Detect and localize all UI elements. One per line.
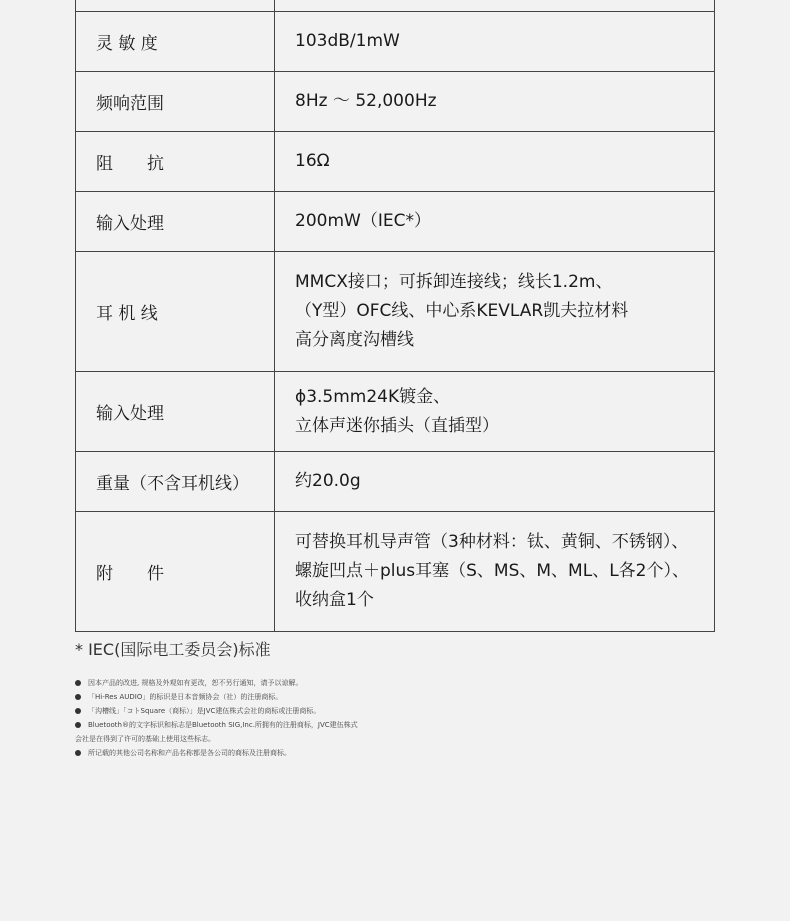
table-row-accessories [76,512,715,632]
note-continuation: 会社是在得到了许可的基础上使用这些标志。 [75,735,215,743]
spec-value-line: 收纳盒1个 [295,590,374,610]
spec-value-line: 立体声迷你插头（直插型） [295,415,499,436]
note-text: 所记载的其他公司名称和产品名称都是各公司的商标及注册商标。 [88,749,291,757]
spec-value [275,372,715,452]
bullet-icon [75,680,81,686]
spec-label: 阻 抗 [76,132,275,192]
table-row-cut-off [76,0,715,12]
note-item [75,718,395,732]
spec-value-line: ϕ3.5mm24K镀金、 [295,386,451,407]
spec-label: 耳 机 线 [76,252,275,372]
note-text: 「沟槽线」「コトSquare（商标）」是JVC建伍株式会社的商标或注册商标。 [88,707,321,715]
spec-value [275,132,715,192]
table-row-sensitivity [76,12,715,72]
spec-value [275,452,715,512]
table-row-weight [76,452,715,512]
spec-value [275,512,715,632]
spec-value-line: 8Hz ～ 52,000Hz [295,91,437,111]
bullet-icon [75,722,81,728]
spec-label: 重量（不含耳机线） [76,452,275,512]
table-row-input-power [76,192,715,252]
spec-value [275,12,715,72]
note-text: 「Hi-Res AUDIO」的标识是日本音频协会（社）的注册商标。 [88,693,283,701]
spec-value-line: 螺旋凹点＋plus耳塞（S、MS、M、ML、L各2个）、 [295,561,689,581]
spec-table [75,0,715,632]
spec-label [76,0,275,12]
spec-value-line: MMCX接口；可拆卸连接线；线长1.2m、 [295,272,613,292]
spec-value-line: （Y型）OFC线、中心系KEVLAR凯夫拉材料 [295,301,629,321]
spec-value-line: 高分离度沟槽线 [295,330,414,350]
notes-list [75,676,395,760]
table-row-frequency [76,72,715,132]
spec-label: 附 件 [76,512,275,632]
spec-value-line: 200mW（IEC*） [295,211,431,231]
spec-value-line: 约20.0g [295,471,361,491]
spec-value-line: 16Ω [295,151,330,171]
iec-footnote: * IEC(国际电工委员会)标准 [75,640,271,659]
spec-label: 频响范围 [76,72,275,132]
bullet-icon [75,708,81,714]
spec-value [275,252,715,372]
table-row-plug [76,372,715,452]
note-item [75,746,395,760]
spec-value [275,192,715,252]
note-item [75,704,395,718]
table-row-cable [76,252,715,372]
note-item [75,676,395,690]
bullet-icon [75,750,81,756]
table-row-impedance [76,132,715,192]
note-text: 因本产品的改进, 规格及外观如有更改，恕不另行通知，请予以谅解。 [88,679,303,687]
note-item [75,690,395,704]
spec-label: 灵 敏 度 [76,12,275,72]
spec-value [275,72,715,132]
spec-label: 输入处理 [76,192,275,252]
spec-value [275,0,715,12]
spec-label: 输入处理 [76,372,275,452]
spec-value-line: 可替换耳机导声管（3种材料：钛、黄铜、不锈钢）、 [295,532,689,552]
bullet-icon [75,694,81,700]
note-text: Bluetooth®的文字标识和标志是Bluetooth SIG,Inc.所拥有的注册商标，JVC建伍株式 [88,721,358,729]
spec-value-line: 103dB/1mW [295,31,400,51]
